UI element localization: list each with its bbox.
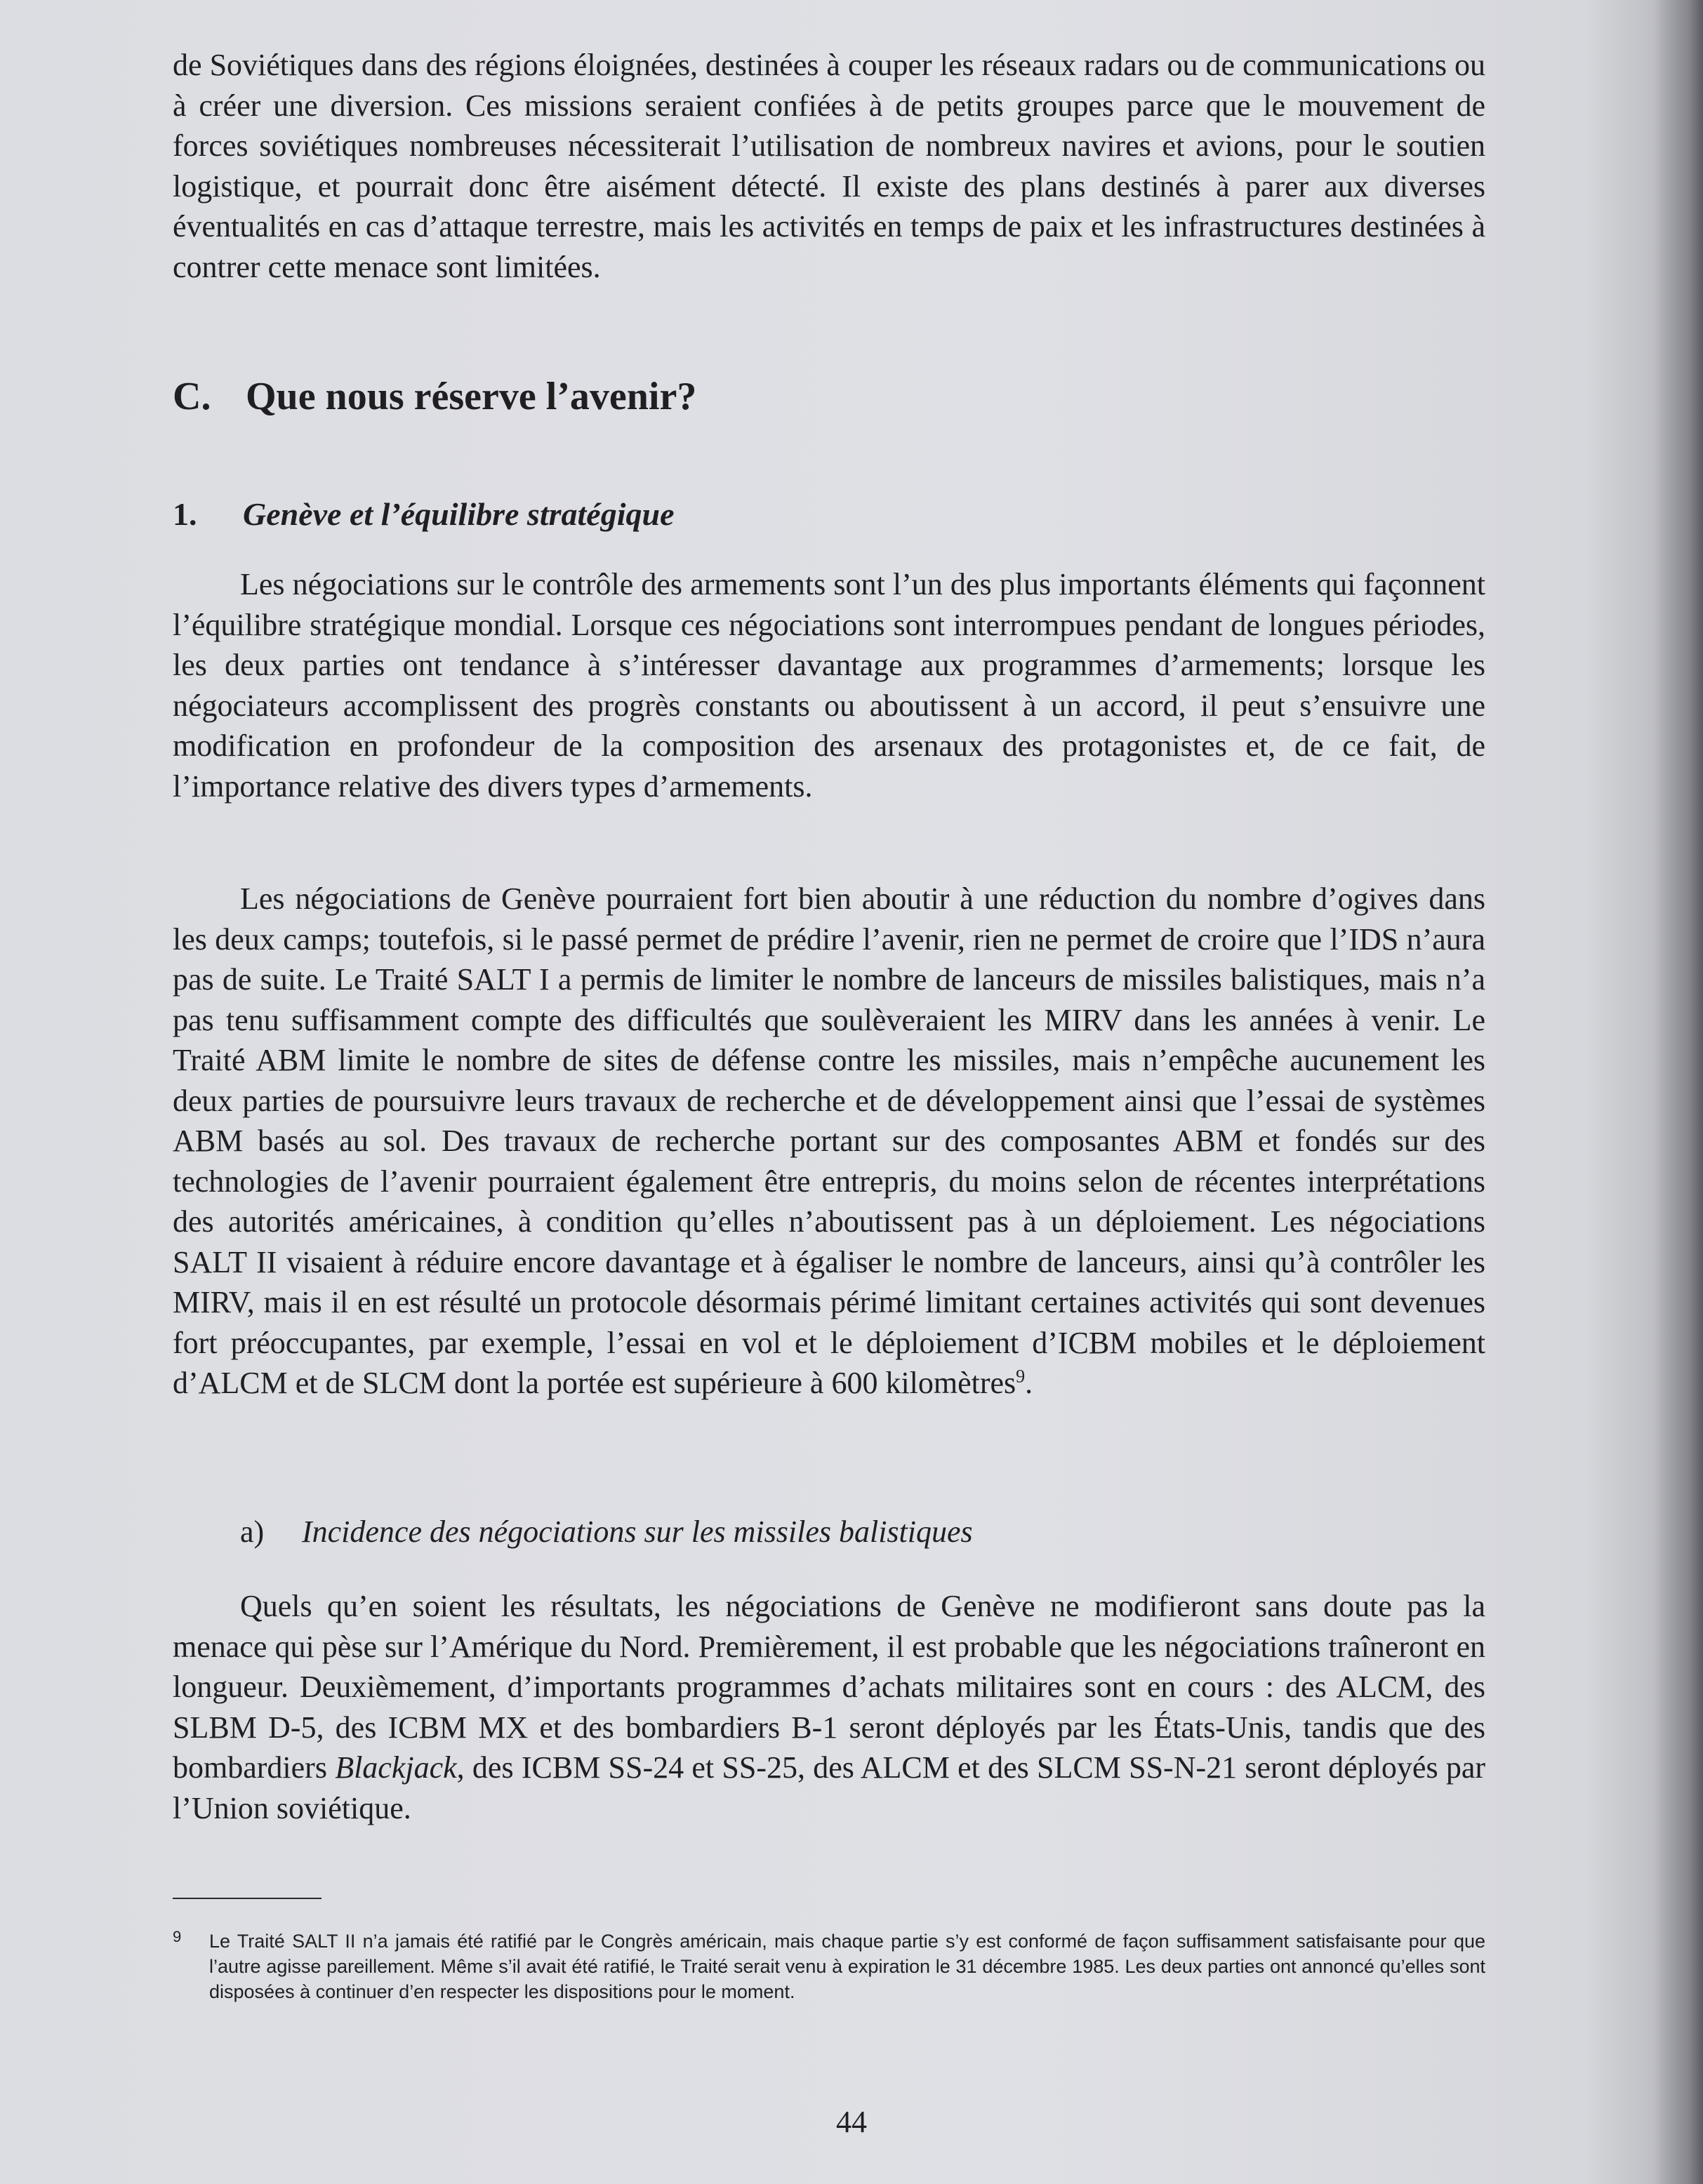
page-content [173,45,1486,2002]
section-heading [173,372,696,421]
footnote-separator [173,1898,322,1899]
paragraph-4-italic: Blackjack [335,1750,457,1785]
paragraph-4-tail: , des ICBM SS-24 et SS-25, des ALCM et des SLCM SS-N-21 seront déployés par l’Union soviétique. [173,1750,1486,1825]
subsection-heading [173,494,675,535]
paragraph-block-3 [173,879,1485,1404]
paragraph-block-2 [173,564,1485,806]
section-title: Que nous réserve l’avenir? [246,375,697,418]
page-binding-shadow [1654,0,1703,2184]
footnote [173,1929,1485,2004]
paragraph-3-text: Les négociations de Genève pourraient fort bien aboutir à une réduction du nombre d’ogives dans les deux camps; toutefois, si le passé permet de prédire l’avenir, rien ne permet de croire que l’IDS n’aura pas de suite. Le Traité SALT I a permis de limiter le nombre de lanceurs de missiles balistiques, mais n’a pas tenu suffisamment compte des difficultés que soulèveraient les MIRV dans les années à venir. Le Traité ABM limite le nombre de sites de défense contre les missiles, mais n’empêche aucunement les deux parties de poursuivre leurs travaux de recherche et de développement ainsi que l’essai de systèmes ABM basés au sol. Des travaux de recherche portant sur des composantes ABM et fondés sur des technologies de l’avenir pourraient également être entrepris, du moins selon de récentes interprétations des autorités américaines, à condition qu’elles n’aboutissent pas à un déploiement. Les négociations SALT II visaient à réduire encore davantage et à égaliser le nombre de lanceurs, ainsi qu’à contrôler les MIRV, mais il en est résulté un protocole désormais périmé limitant certaines activités qui sont devenues fort préoccupantes, par exemple, l’essai en vol et le déploiement d’ICBM mobiles et le déploiement d’ALCM et de SLCM dont la portée est supérieure à 600 kilomètres [173,881,1485,1400]
footnote-reference: 9 [1016,1366,1026,1387]
paragraph-3 [173,879,1485,1404]
subsubsection-letter: a) [240,1514,265,1549]
paragraph-3-end: . [1025,1366,1033,1400]
footnote-text: Le Traité SALT II n’a jamais été ratifié par le Congrès américain, mais chaque partie s’y est conformé de façon suffisamment satisfaisante pour que l’autre agisse pareillement. Même s’il avait été ratifié, le Traité serait venu à expiration le 31 décembre 1985. Les deux parties ont annoncé qu’elles sont disposées à continuer d’en respecter les dispositions pour le moment. [209,1931,1485,2002]
paragraph-4-text: Quels qu’en soient les résultats, les négociations de Genève ne modifieront sans doute pas la menace qui pèse sur l’Amérique du Nord. Premièrement, il est probable que les négociations traîneront en longueur. Deuxièmement, d’importants programmes d’achats militaires sont en cours : des ALCM, des SLBM D-5, des ICBM MX et des bombardiers B-1 seront déployés par les États-Unis, tandis que des bombardiers [173,1589,1485,1785]
opening-paragraph: de Soviétiques dans des régions éloignées, destinées à couper les réseaux radars ou de communications ou à créer une diversion. Ces missions seraient confiées à de petits groupes parce que le mouvement de forces soviétiques nombreuses nécessiterait l’utilisation de nombreux navires et avions, pour le soutien logistique, et pourrait donc être aisément détecté. Il existe des plans destinés à parer aux diverses éventualités en cas d’attaque terrestre, mais les activités en temps de paix et les infrastructures destinées à contrer cette menace sont limitées. [173,48,1485,284]
footnote-mark: 9 [173,1928,182,1945]
subsection-number: 1. [173,496,197,532]
paragraph-2: Les négociations sur le contrôle des armements sont l’un des plus importants éléments qui façonnent l’équilibre stratégique mondial. Lorsque ces négociations sont interrompues pendant de longues périodes, les deux parties ont tendance à s’intéresser davantage aux programmes d’armements; lorsque les négociateurs accomplissent des progrès constants ou aboutissent à un accord, il peut s’ensuivre une modification en profondeur de la composition des arsenaux des protagonistes et, de ce fait, de l’importance relative des divers types d’armements. [173,567,1485,804]
subsection-title: Genève et l’équilibre stratégique [243,496,675,532]
paragraph-block-4 [173,1586,1485,1828]
subsubsection-heading [240,1512,973,1552]
page-number: 44 [836,2105,867,2139]
section-letter: C. [173,375,211,418]
paragraph-4 [173,1586,1485,1828]
subsubsection-title: Incidence des négociations sur les missiles balistiques [302,1514,973,1549]
